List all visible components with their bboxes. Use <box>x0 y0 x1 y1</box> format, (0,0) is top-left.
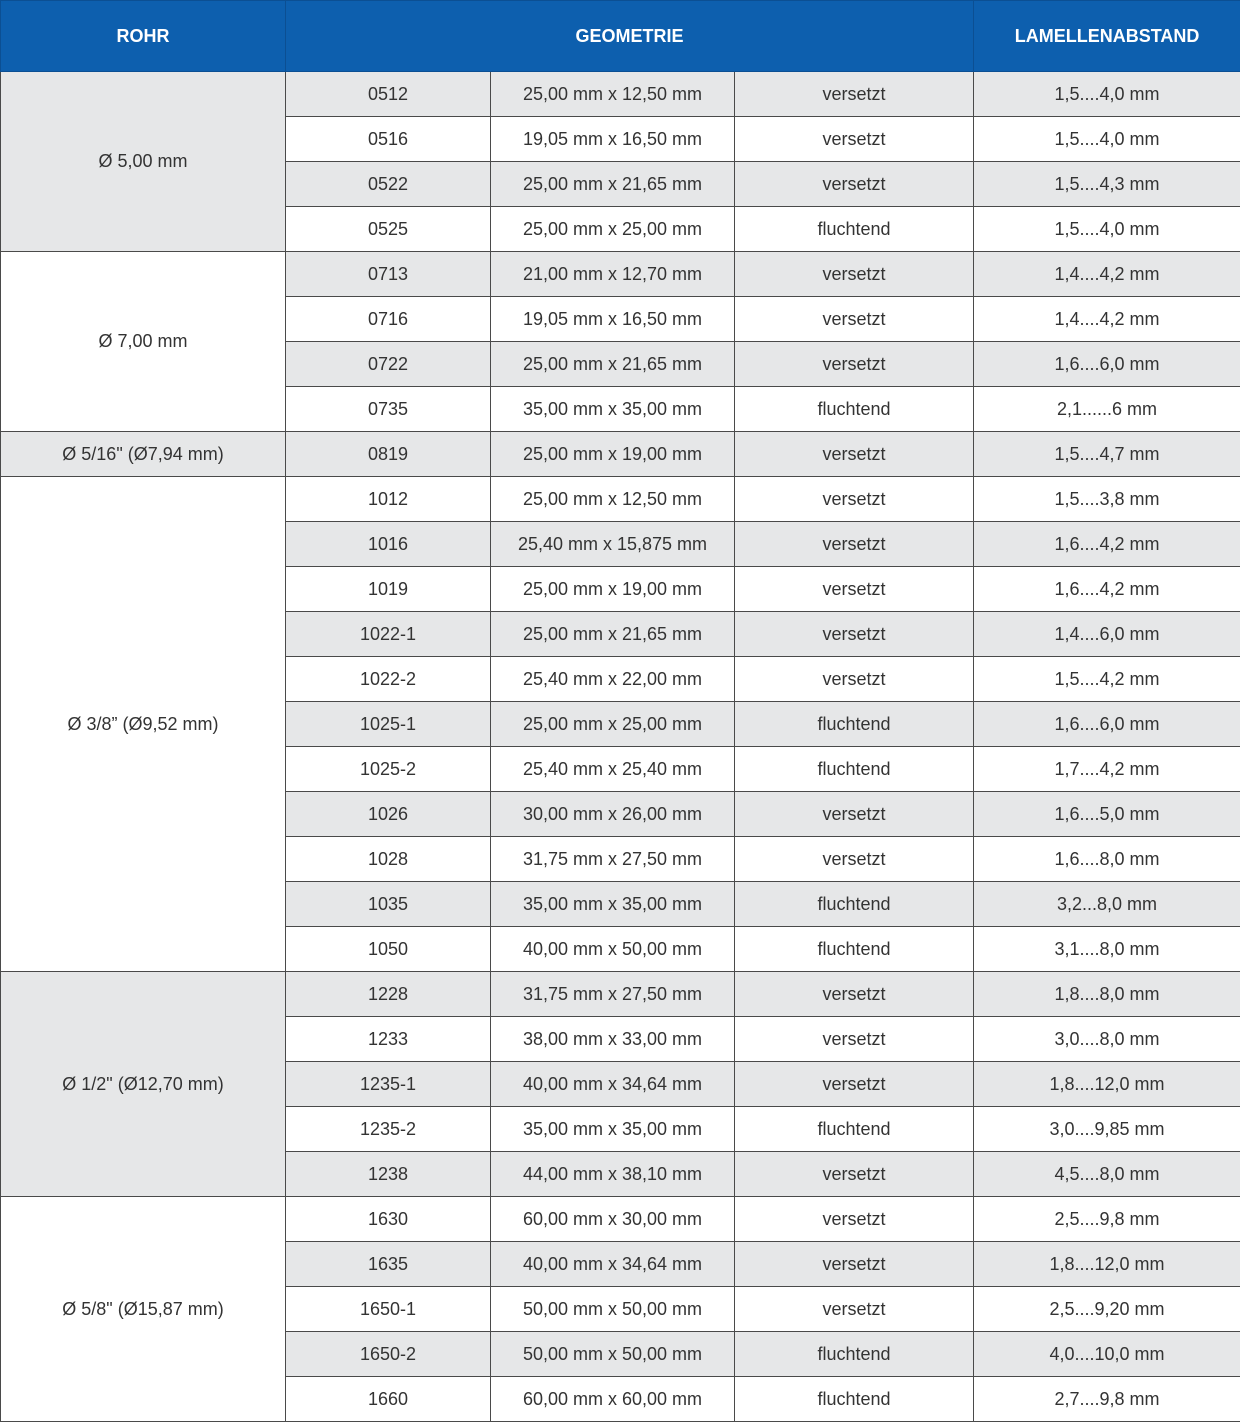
lamellenabstand-cell: 1,8....8,0 mm <box>974 972 1240 1017</box>
lamellenabstand-cell: 1,5....4,0 mm <box>974 117 1240 162</box>
lamellenabstand-cell: 1,5....4,3 mm <box>974 162 1240 207</box>
arrangement-cell: fluchtend <box>735 207 974 252</box>
arrangement-cell: versetzt <box>735 342 974 387</box>
dimension-cell: 50,00 mm x 50,00 mm <box>491 1287 735 1332</box>
arrangement-cell: fluchtend <box>735 747 974 792</box>
lamellenabstand-cell: 1,6....8,0 mm <box>974 837 1240 882</box>
rohr-cell: Ø 5/8" (Ø15,87 mm) <box>1 1197 286 1422</box>
dimension-cell: 25,40 mm x 15,875 mm <box>491 522 735 567</box>
lamellenabstand-cell: 1,5....4,0 mm <box>974 207 1240 252</box>
lamellenabstand-cell: 1,4....6,0 mm <box>974 612 1240 657</box>
dimension-cell: 25,00 mm x 21,65 mm <box>491 612 735 657</box>
code-cell: 1235-1 <box>286 1062 491 1107</box>
code-cell: 0716 <box>286 297 491 342</box>
dimension-cell: 31,75 mm x 27,50 mm <box>491 972 735 1017</box>
lamellenabstand-cell: 2,1......6 mm <box>974 387 1240 432</box>
table-row <box>1 972 1240 1017</box>
code-cell: 0735 <box>286 387 491 432</box>
rohr-cell: Ø 5,00 mm <box>1 72 286 252</box>
arrangement-cell: versetzt <box>735 522 974 567</box>
table-body <box>1 72 1240 1422</box>
table-header <box>1 1 1240 72</box>
arrangement-cell: versetzt <box>735 792 974 837</box>
code-cell: 1650-2 <box>286 1332 491 1377</box>
dimension-cell: 25,40 mm x 25,40 mm <box>491 747 735 792</box>
table-row <box>1 72 1240 117</box>
table-row <box>1 432 1240 477</box>
header-geometrie: GEOMETRIE <box>286 1 974 72</box>
dimension-cell: 50,00 mm x 50,00 mm <box>491 1332 735 1377</box>
lamellenabstand-cell: 3,0....9,85 mm <box>974 1107 1240 1152</box>
dimension-cell: 25,00 mm x 21,65 mm <box>491 342 735 387</box>
arrangement-cell: versetzt <box>735 432 974 477</box>
header-row <box>1 1 1240 72</box>
arrangement-cell: versetzt <box>735 117 974 162</box>
code-cell: 0522 <box>286 162 491 207</box>
rohr-cell: Ø 7,00 mm <box>1 252 286 432</box>
code-cell: 1028 <box>286 837 491 882</box>
dimension-cell: 40,00 mm x 34,64 mm <box>491 1242 735 1287</box>
lamellenabstand-cell: 1,4....4,2 mm <box>974 252 1240 297</box>
lamellenabstand-cell: 2,7....9,8 mm <box>974 1377 1240 1422</box>
code-cell: 1050 <box>286 927 491 972</box>
lamellenabstand-cell: 1,8....12,0 mm <box>974 1242 1240 1287</box>
arrangement-cell: versetzt <box>735 297 974 342</box>
arrangement-cell: versetzt <box>735 972 974 1017</box>
lamellenabstand-cell: 1,5....4,0 mm <box>974 72 1240 117</box>
code-cell: 1660 <box>286 1377 491 1422</box>
lamellenabstand-cell: 3,0....8,0 mm <box>974 1017 1240 1062</box>
dimension-cell: 40,00 mm x 50,00 mm <box>491 927 735 972</box>
lamellenabstand-cell: 1,5....4,7 mm <box>974 432 1240 477</box>
code-cell: 1630 <box>286 1197 491 1242</box>
arrangement-cell: versetzt <box>735 252 974 297</box>
arrangement-cell: fluchtend <box>735 1377 974 1422</box>
code-cell: 1233 <box>286 1017 491 1062</box>
code-cell: 1228 <box>286 972 491 1017</box>
dimension-cell: 31,75 mm x 27,50 mm <box>491 837 735 882</box>
dimension-cell: 21,00 mm x 12,70 mm <box>491 252 735 297</box>
table-row <box>1 252 1240 297</box>
dimension-cell: 25,00 mm x 25,00 mm <box>491 702 735 747</box>
lamellenabstand-cell: 1,5....3,8 mm <box>974 477 1240 522</box>
header-rohr: ROHR <box>1 1 286 72</box>
code-cell: 0722 <box>286 342 491 387</box>
code-cell: 1026 <box>286 792 491 837</box>
code-cell: 1016 <box>286 522 491 567</box>
arrangement-cell: fluchtend <box>735 882 974 927</box>
arrangement-cell: versetzt <box>735 657 974 702</box>
lamellenabstand-cell: 1,6....6,0 mm <box>974 342 1240 387</box>
dimension-cell: 25,00 mm x 12,50 mm <box>491 477 735 522</box>
lamellenabstand-cell: 2,5....9,8 mm <box>974 1197 1240 1242</box>
arrangement-cell: versetzt <box>735 1062 974 1107</box>
arrangement-cell: versetzt <box>735 612 974 657</box>
dimension-cell: 25,40 mm x 22,00 mm <box>491 657 735 702</box>
rohr-cell: Ø 3/8” (Ø9,52 mm) <box>1 477 286 972</box>
arrangement-cell: versetzt <box>735 477 974 522</box>
dimension-cell: 30,00 mm x 26,00 mm <box>491 792 735 837</box>
dimension-cell: 25,00 mm x 19,00 mm <box>491 432 735 477</box>
code-cell: 1025-2 <box>286 747 491 792</box>
dimension-cell: 25,00 mm x 12,50 mm <box>491 72 735 117</box>
dimension-cell: 40,00 mm x 34,64 mm <box>491 1062 735 1107</box>
table-row <box>1 477 1240 522</box>
arrangement-cell: versetzt <box>735 72 974 117</box>
dimension-cell: 44,00 mm x 38,10 mm <box>491 1152 735 1197</box>
dimension-cell: 35,00 mm x 35,00 mm <box>491 1107 735 1152</box>
dimension-cell: 19,05 mm x 16,50 mm <box>491 117 735 162</box>
arrangement-cell: fluchtend <box>735 1332 974 1377</box>
rohr-cell: Ø 5/16" (Ø7,94 mm) <box>1 432 286 477</box>
header-lamellenabstand: LAMELLENABSTAND <box>974 1 1240 72</box>
lamellenabstand-cell: 1,8....12,0 mm <box>974 1062 1240 1107</box>
code-cell: 1650-1 <box>286 1287 491 1332</box>
lamellenabstand-cell: 2,5....9,20 mm <box>974 1287 1240 1332</box>
code-cell: 0525 <box>286 207 491 252</box>
code-cell: 0516 <box>286 117 491 162</box>
lamellenabstand-cell: 1,7....4,2 mm <box>974 747 1240 792</box>
dimension-cell: 35,00 mm x 35,00 mm <box>491 882 735 927</box>
dimension-cell: 25,00 mm x 19,00 mm <box>491 567 735 612</box>
arrangement-cell: fluchtend <box>735 702 974 747</box>
lamellenabstand-cell: 4,0....10,0 mm <box>974 1332 1240 1377</box>
arrangement-cell: versetzt <box>735 1287 974 1332</box>
dimension-cell: 38,00 mm x 33,00 mm <box>491 1017 735 1062</box>
arrangement-cell: fluchtend <box>735 1107 974 1152</box>
code-cell: 1235-2 <box>286 1107 491 1152</box>
arrangement-cell: fluchtend <box>735 927 974 972</box>
dimension-cell: 60,00 mm x 60,00 mm <box>491 1377 735 1422</box>
lamellenabstand-cell: 1,5....4,2 mm <box>974 657 1240 702</box>
code-cell: 0819 <box>286 432 491 477</box>
code-cell: 1022-2 <box>286 657 491 702</box>
code-cell: 0512 <box>286 72 491 117</box>
lamellenabstand-cell: 1,6....6,0 mm <box>974 702 1240 747</box>
code-cell: 1022-1 <box>286 612 491 657</box>
arrangement-cell: versetzt <box>735 162 974 207</box>
dimension-cell: 25,00 mm x 21,65 mm <box>491 162 735 207</box>
lamellenabstand-cell: 1,6....4,2 mm <box>974 567 1240 612</box>
arrangement-cell: versetzt <box>735 1152 974 1197</box>
lamellenabstand-cell: 1,6....5,0 mm <box>974 792 1240 837</box>
code-cell: 1025-1 <box>286 702 491 747</box>
arrangement-cell: versetzt <box>735 1017 974 1062</box>
rohr-cell: Ø 1/2" (Ø12,70 mm) <box>1 972 286 1197</box>
table-row <box>1 1197 1240 1242</box>
arrangement-cell: fluchtend <box>735 387 974 432</box>
dimension-cell: 19,05 mm x 16,50 mm <box>491 297 735 342</box>
dimension-cell: 60,00 mm x 30,00 mm <box>491 1197 735 1242</box>
lamellenabstand-cell: 4,5....8,0 mm <box>974 1152 1240 1197</box>
code-cell: 1238 <box>286 1152 491 1197</box>
arrangement-cell: versetzt <box>735 567 974 612</box>
code-cell: 1635 <box>286 1242 491 1287</box>
code-cell: 1019 <box>286 567 491 612</box>
arrangement-cell: versetzt <box>735 837 974 882</box>
code-cell: 1035 <box>286 882 491 927</box>
arrangement-cell: versetzt <box>735 1197 974 1242</box>
dimension-cell: 35,00 mm x 35,00 mm <box>491 387 735 432</box>
arrangement-cell: versetzt <box>735 1242 974 1287</box>
lamellenabstand-cell: 3,1....8,0 mm <box>974 927 1240 972</box>
lamellenabstand-cell: 1,6....4,2 mm <box>974 522 1240 567</box>
lamellenabstand-cell: 3,2...8,0 mm <box>974 882 1240 927</box>
code-cell: 0713 <box>286 252 491 297</box>
code-cell: 1012 <box>286 477 491 522</box>
lamellenabstand-cell: 1,4....4,2 mm <box>974 297 1240 342</box>
dimension-cell: 25,00 mm x 25,00 mm <box>491 207 735 252</box>
